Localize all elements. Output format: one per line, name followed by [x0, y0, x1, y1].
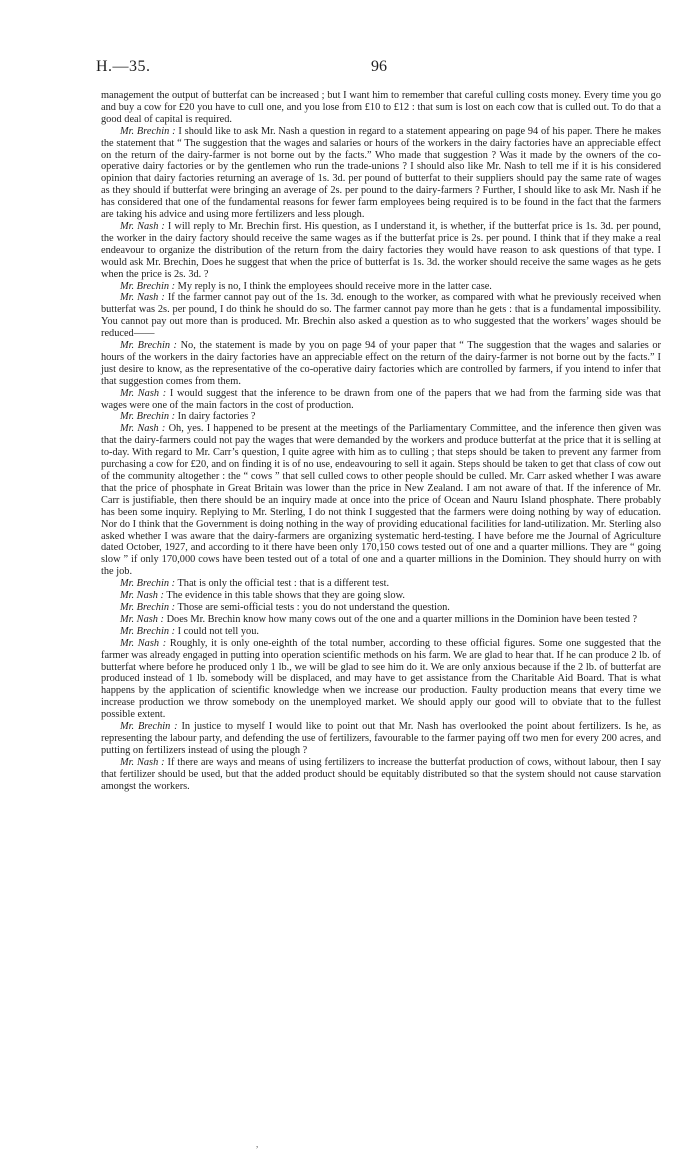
- paragraph: [101, 602, 661, 614]
- document-reference: H.—35.: [96, 58, 151, 75]
- page-number: 96: [371, 58, 387, 75]
- paragraph-text: In justice to myself I would like to point out that Mr. Nash has overlooked the point about fertilizers. Is he, as representing the labour party, and defending the use of fertilizers, favourable to the farmer paying off two men for every 200 acres, and putting on fertilizers instead of using the plough ?: [101, 721, 661, 756]
- paragraph: [101, 590, 661, 602]
- paragraph: [101, 221, 661, 281]
- speaker-name: Mr. Brechin :: [120, 625, 176, 637]
- paragraph-text: If there are ways and means of using fertilizers to increase the butterfat production of cows, without labour, then I say that fertilizer should be used, but that the added product should be equitably distributed so that the system should not cause starvation amongst the workers.: [101, 756, 661, 792]
- paragraph: [101, 721, 661, 757]
- paragraph: [101, 388, 661, 412]
- page-header: [96, 58, 662, 82]
- paragraph: [101, 638, 661, 721]
- paragraph: [101, 340, 661, 388]
- speaker-name: Mr. Nash :: [120, 613, 164, 625]
- paragraph-text: I should like to ask Mr. Nash a question in regard to a statement appearing on page 94 of his paper. There he makes the statement that “ The suggestion that the wages and salaries or hours of the workers in the dairy factories have an appreciable effect on the return of the dairy-farmer is not borne out by the facts.” Who made that suggestion ? Was it made by the owners of the co-operative dairy factories or by the gentlemen who run the trade-unions ? I should also like Mr. Nash to tell me if it is his considered opinion that dairy factories returning an average of 1s. 3d. per pound of butterfat to their suppliers should pay the same rate of wages as they should if butterfat were bringing an average of 2s. per pound to the dairy-farmers ? Further, I should like to ask Mr. Nash if he has considered that one of the fundamental reasons for fewer farm employees being required is to be found in the fact that the farmers are taking his advice and using more fertilizers and less plough.: [101, 125, 662, 221]
- speaker-name: Mr. Brechin :: [120, 411, 176, 423]
- speaker-name: Mr. Nash :: [120, 590, 164, 602]
- paragraph-text: The evidence in this table shows that they are going slow.: [166, 590, 405, 602]
- paragraph-text: That is only the official test : that is a different test.: [177, 578, 390, 590]
- speaker-name: Mr. Nash :: [120, 387, 167, 399]
- speaker-name: Mr. Nash :: [120, 423, 166, 435]
- paragraph: [101, 423, 661, 578]
- speaker-name: Mr. Nash :: [120, 292, 165, 304]
- speaker-name: Mr. Brechin :: [120, 280, 176, 292]
- paragraph-text: Roughly, it is only one-eighth of the total number, according to these official figures. Some one suggested that the farmer was already engaged in putting into operation scientific methods on his farm. We are glad to hear that. If he can produce 2 lb. of butterfat where before he produced only 1 lb., we will be glad to see him do it. We are only anxious because if the 2 lb. of butterfat are produced instead of 1 lb. somebody will be displaced, and may have to get assistance from the Charitable Aid Board. That is what happens by the application of scientific knowledge when we increase our production. Faulty production means that every time we increase production we throw somebody on the unemployed market. We should apply our good will to obviate that to the fullest possible extent.: [101, 637, 661, 721]
- speaker-name: Mr. Nash :: [120, 756, 165, 768]
- speaker-name: Mr. Nash :: [120, 220, 165, 232]
- paragraph-text: In dairy factories ?: [177, 411, 256, 423]
- paragraph: [101, 90, 661, 126]
- speaker-name: Mr. Nash :: [120, 637, 167, 649]
- paragraph-text: My reply is no, I think the employees should receive more in the latter case.: [177, 280, 492, 292]
- paragraph: [101, 126, 661, 221]
- speaker-name: Mr. Brechin :: [120, 578, 176, 590]
- paragraph-text: Those are semi-official tests : you do not understand the question.: [177, 601, 450, 613]
- paragraph-text: management the output of butterfat can be increased ; but I want him to remember that careful culling costs money. Every time you go and buy a cow for £20 you have to cull one, and you lose from £10 to £12 : that sum is lost on each cow that is culled out. To do that a good deal of capital is required.: [101, 90, 661, 125]
- speaker-name: Mr. Brechin :: [120, 601, 176, 613]
- paragraph: [101, 578, 661, 590]
- paragraph-text: I could not tell you.: [177, 625, 259, 637]
- speaker-name: Mr. Brechin :: [120, 721, 178, 733]
- paragraph: [101, 614, 661, 626]
- paragraph-text: Does Mr. Brechin know how many cows out of the one and a quarter millions in the Dominion have been tested ?: [166, 613, 638, 625]
- speaker-name: Mr. Brechin :: [120, 125, 176, 137]
- paragraph: [101, 292, 661, 340]
- paragraph-text: Oh, yes. I happened to be present at the meetings of the Parliamentary Committee, and the inference then given was that the dairy-farmers could not pay the wages that were demanded by the workers and produce butterfat at the price that it is selling at to-day. With regard to Mr. Carr’s question, I quite agree with him as to culling ; that steps should be taken to prevent any farmer from purchasing a cow for £20, and on finding it is of no use, endeavouring to sell it again. Steps should be taken to get that class of cow out of the community altogether : the “ cows ” that sell culled cows to other people should be culled. Mr. Carr asked whether I was aware that the price of phosphate in Great Britain was lower than the price in New Zealand. I am not aware of that. If the inference of Mr. Carr is justifiable, then there should be an inquiry made at once into the price of Ocean and Nauru Island phosphate. There probably has been some inquiry. Replying to Mr. Sterling, I do not think I suggested that the farmers were doing nothing by way of education. Nor do I think that the Government is doing nothing in the way of providing educational facilities for land-utilization. Mr. Sterling also asked whether I was aware that the dairy-farmers are organizing systematic herd-testing. I have before me the Journal of Agriculture dated October, 1927, and according to it there have been only 170,150 cows tested out of one and a quarter millions. They are “ going slow ” if only 170,000 cows have been tested out of a total of one and a quarter millions in the Dominion. They should hurry on with the job.: [101, 423, 661, 578]
- print-speck: ,: [256, 1139, 259, 1149]
- paragraph-text: I would suggest that the inference to be drawn from one of the papers that we had from the farming side was that wages were one of the main factors in the cost of production.: [101, 387, 662, 411]
- speaker-name: Mr. Brechin :: [120, 340, 177, 352]
- page-body: [101, 90, 661, 792]
- paragraph: [101, 626, 661, 638]
- paragraph: [101, 411, 661, 423]
- paragraph-text: I will reply to Mr. Brechin first. His question, as I understand it, is whether, if the butterfat price is 1s. 3d. per pound, the worker in the dairy factory should receive the same wages as if the butterfat price is 2s. per pound. I think that if they make a real endeavour to organize the distribution of the return from the dairy factories they would have reason to ask questions of that type. I would ask Mr. Brechin, Does he suggest that when the price of butterfat is 1s. 3d. the worker should receive the same wages as he gets when the price is 2s. 3d. ?: [101, 220, 661, 280]
- paragraph-text: If the farmer cannot pay out of the 1s. 3d. enough to the worker, as compared with what he previously received when butterfat was 2s. per pound, I do think he should do so. The farmer cannot pay more than he gets : that is a fundamental impossibility. You cannot pay out more than is produced. Mr. Brechin also asked a question as to who suggested that the workers’ wages should be reduced——: [101, 292, 662, 340]
- paragraph-text: No, the statement is made by you on page 94 of your paper that “ The suggestion that the wages and salaries or hours of the workers in the dairy factories have an appreciable effect on the return of the dairy-farmer is not borne out by the facts.” I just desire to know, as the representative of the co-operative dairy factories which are controlled by farmers, if you intend to infer that that suggestion comes from them.: [101, 340, 661, 387]
- paragraph: [101, 281, 661, 293]
- paragraph: [101, 757, 661, 793]
